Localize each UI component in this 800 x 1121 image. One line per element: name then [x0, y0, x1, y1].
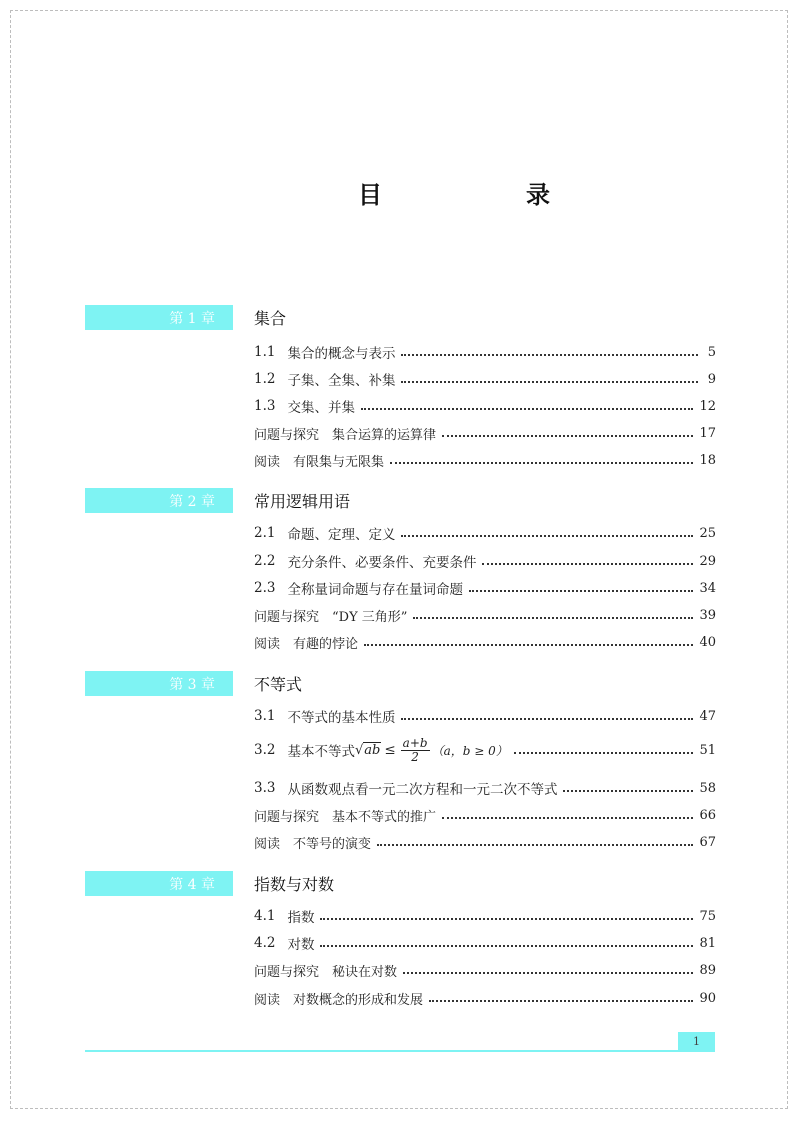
toc-entry[interactable] — [254, 449, 716, 471]
entry-label: 从函数观点看一元二次方程和一元二次不等式 — [287, 782, 558, 798]
dot-leader — [429, 1000, 693, 1002]
toc-entry[interactable] — [254, 831, 716, 853]
entry-page: 17 — [699, 425, 716, 441]
chapter-title: 常用逻辑用语 — [254, 492, 351, 511]
page-number: 1 — [678, 1032, 715, 1050]
toc-entry[interactable] — [254, 550, 716, 572]
entry-label: 指数 — [287, 910, 315, 926]
dot-leader — [482, 563, 693, 565]
toc-entry[interactable] — [254, 804, 716, 826]
toc-entry[interactable] — [254, 341, 716, 363]
entry-page: 29 — [699, 553, 716, 569]
entry-number: 3.2 — [254, 742, 276, 758]
fraction-denominator: 2 — [411, 749, 419, 764]
entry-number: 1.2 — [254, 371, 276, 387]
toc-entry[interactable] — [254, 734, 716, 766]
toc-entry[interactable] — [254, 395, 716, 417]
entry-page: 12 — [699, 398, 716, 414]
entry-label: 集合的概念与表示 — [287, 346, 396, 362]
entry-page: 47 — [699, 708, 716, 724]
entry-label: 问题与探究 基本不等式的推广 — [254, 809, 437, 825]
entry-number: 1.1 — [254, 344, 276, 360]
toc-entry[interactable] — [254, 577, 716, 599]
sqrt-radicand: ab — [364, 742, 381, 758]
chapter-badge: 第 1 章 — [85, 305, 233, 330]
dot-leader — [563, 790, 693, 792]
toc-entry[interactable] — [254, 905, 716, 927]
entry-page: 18 — [699, 452, 716, 468]
toc-entry[interactable] — [254, 522, 716, 544]
dot-leader — [514, 752, 694, 754]
toc-entry[interactable] — [254, 368, 716, 390]
page-title: 目 录 — [358, 181, 610, 209]
toc-entry[interactable] — [254, 705, 716, 727]
entry-page: 25 — [699, 525, 716, 541]
fraction — [401, 737, 430, 764]
dot-leader — [320, 918, 693, 920]
dot-leader — [401, 354, 698, 356]
entry-number: 4.2 — [254, 935, 276, 951]
entry-label: 阅读 不等号的演变 — [254, 836, 372, 852]
sqrt-formula: √ab — [354, 742, 381, 758]
entry-label: 阅读 对数概念的形成和发展 — [254, 992, 424, 1008]
chapter-badge: 第 4 章 — [85, 871, 233, 896]
dot-leader — [390, 462, 693, 464]
entry-label: 不等式的基本性质 — [287, 710, 396, 726]
entry-page: 81 — [699, 935, 716, 951]
entry-page: 51 — [699, 742, 716, 758]
dot-leader — [442, 817, 693, 819]
entry-page: 39 — [699, 607, 716, 623]
toc-entry[interactable] — [254, 987, 716, 1009]
entry-label: 充分条件、必要条件、充要条件 — [287, 555, 477, 571]
entry-number: 2.2 — [254, 553, 276, 569]
entry-page: 5 — [707, 344, 716, 360]
entry-label: 阅读 有限集与无限集 — [254, 454, 385, 470]
dot-leader — [377, 844, 693, 846]
entry-page: 90 — [699, 990, 716, 1006]
chapter-title: 指数与对数 — [254, 875, 335, 894]
dot-leader — [469, 590, 693, 592]
toc-entry[interactable] — [254, 932, 716, 954]
entry-number: 4.1 — [254, 908, 276, 924]
formula-relation: ≤ — [384, 742, 396, 758]
entry-page: 67 — [699, 834, 716, 850]
dot-leader — [413, 617, 693, 619]
entry-page: 58 — [699, 780, 716, 796]
entry-label: 基本不等式 — [287, 744, 355, 760]
entry-label: 问题与探究 “DY 三角形” — [254, 609, 408, 625]
entry-label: 问题与探究 秘诀在对数 — [254, 964, 398, 980]
entry-label: 命题、定理、定义 — [287, 527, 396, 543]
entry-number: 3.3 — [254, 780, 276, 796]
fraction-numerator: a+b — [402, 735, 428, 750]
toc-entry[interactable] — [254, 631, 716, 653]
entry-page: 75 — [699, 908, 716, 924]
dot-leader — [403, 972, 693, 974]
entry-page: 66 — [699, 807, 716, 823]
chapter-title: 不等式 — [254, 675, 303, 694]
toc-entry[interactable] — [254, 422, 716, 444]
entry-page: 34 — [699, 580, 716, 596]
toc-entry[interactable] — [254, 959, 716, 981]
chapter-badge: 第 2 章 — [85, 488, 233, 513]
entry-label: 全称量词命题与存在量词命题 — [287, 582, 463, 598]
dot-leader — [442, 435, 693, 437]
dot-leader — [401, 718, 693, 720]
entry-label: 问题与探究 集合运算的运算律 — [254, 427, 437, 443]
footer-rule — [85, 1050, 715, 1052]
chapter-badge: 第 3 章 — [85, 671, 233, 696]
entry-page: 89 — [699, 962, 716, 978]
entry-label: 对数 — [287, 937, 315, 953]
toc-entry[interactable] — [254, 777, 716, 799]
entry-label: 阅读 有趣的悖论 — [254, 636, 359, 652]
dot-leader — [401, 381, 698, 383]
toc-entry[interactable] — [254, 604, 716, 626]
formula-condition: （a，b ≥ 0） — [431, 743, 508, 758]
entry-label: 交集、并集 — [287, 400, 355, 416]
entry-number: 1.3 — [254, 398, 276, 414]
entry-label: 子集、全集、补集 — [287, 373, 396, 389]
entry-page: 40 — [699, 634, 716, 650]
entry-number: 3.1 — [254, 708, 276, 724]
dot-leader — [320, 945, 693, 947]
dot-leader — [361, 408, 693, 410]
chapter-title: 集合 — [254, 309, 287, 328]
entry-number: 2.1 — [254, 525, 276, 541]
dot-leader — [401, 535, 693, 537]
entry-page: 9 — [707, 371, 716, 387]
dot-leader — [364, 644, 693, 646]
entry-number: 2.3 — [254, 580, 276, 596]
